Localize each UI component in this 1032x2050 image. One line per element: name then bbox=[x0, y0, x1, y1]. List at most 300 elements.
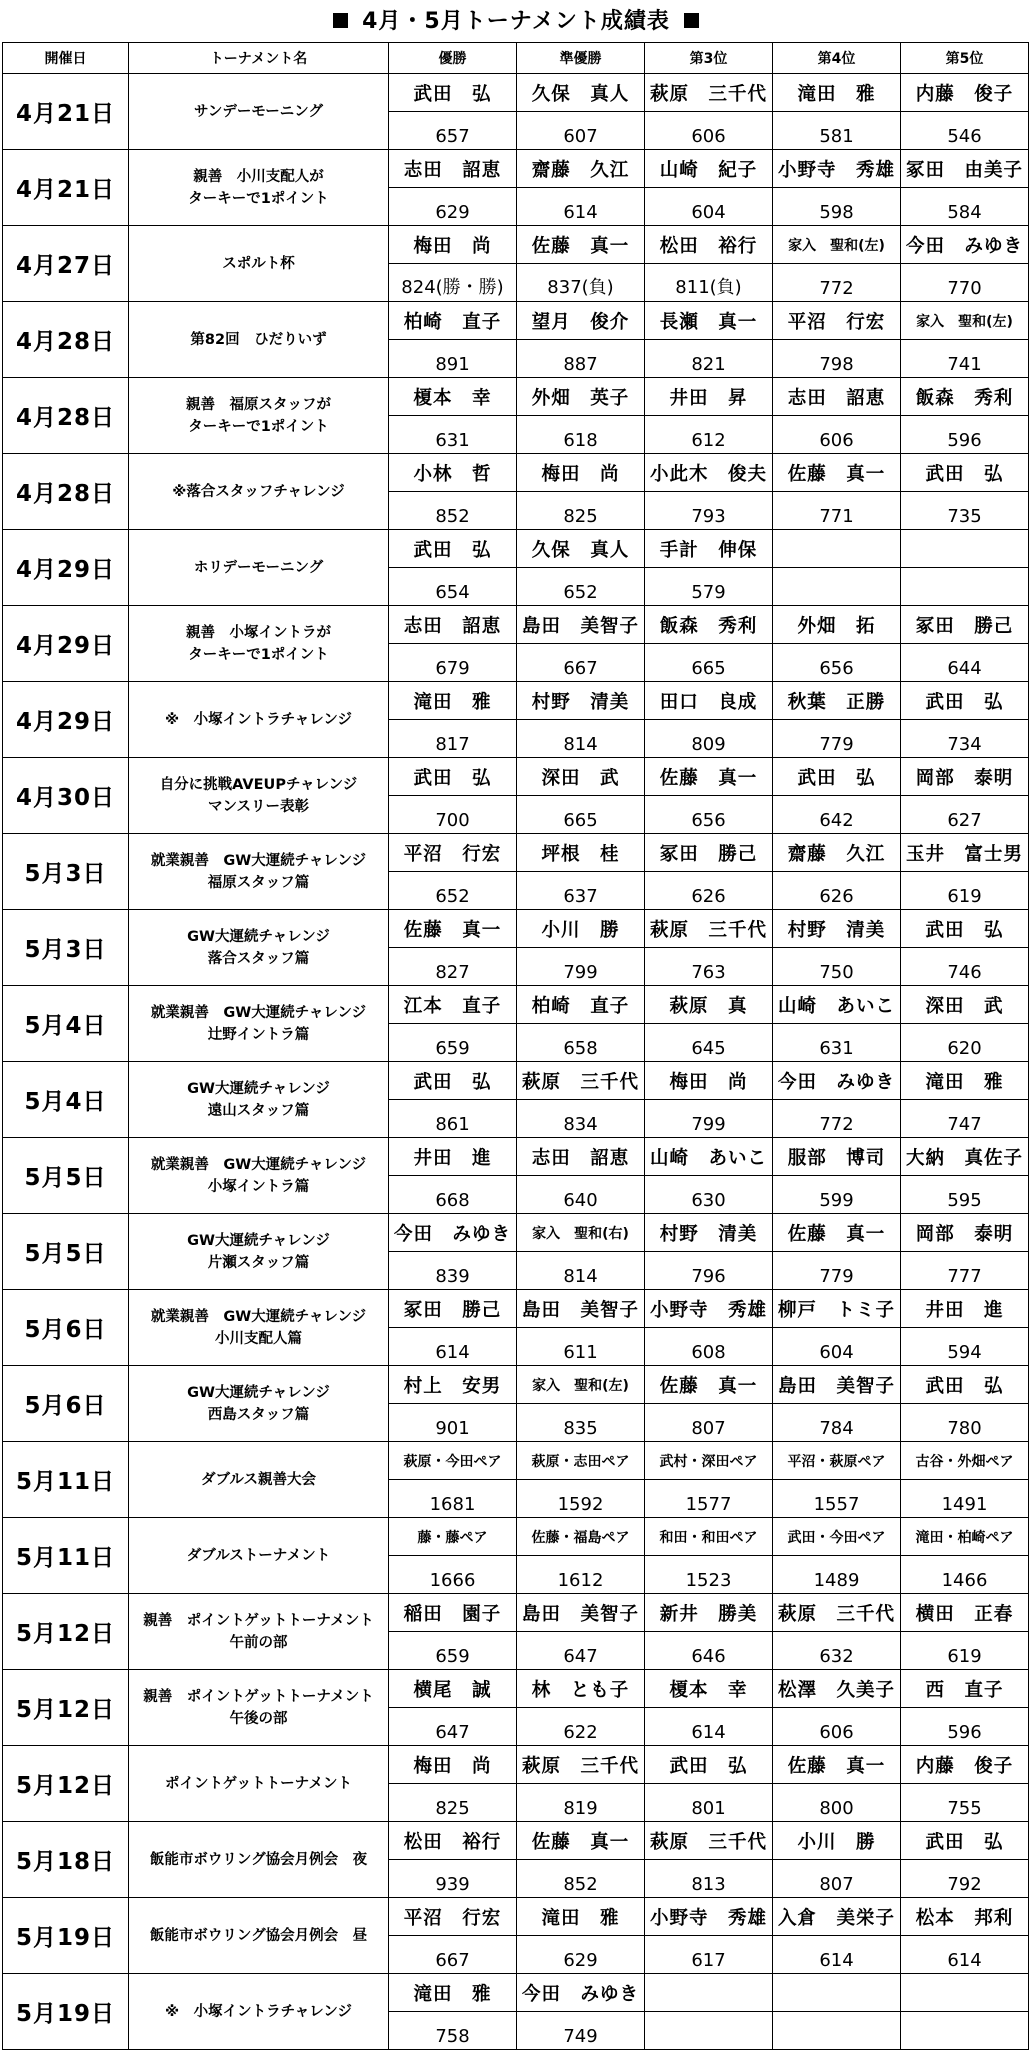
rank-4-player: 小野寺 秀雄 bbox=[773, 150, 901, 188]
rank-2-player: 梅田 尚 bbox=[517, 454, 645, 492]
tournament-name-line: ポイントゲットトーナメント bbox=[164, 1775, 353, 1792]
rank-3-score: 811(負) bbox=[645, 264, 773, 302]
rank-3-player: 萩原 三千代 bbox=[645, 1822, 773, 1860]
rank-5-player: 滝田・柏崎ペア bbox=[901, 1518, 1029, 1556]
rank-1-score: 758 bbox=[389, 2012, 517, 2050]
rank-1-score: 861 bbox=[389, 1100, 517, 1138]
rank-5-score: 755 bbox=[901, 1784, 1029, 1822]
rank-5-score: 734 bbox=[901, 720, 1029, 758]
rank-1-player: 志田 詔恵 bbox=[389, 150, 517, 188]
tournament-name-line: ターキーで1ポイント bbox=[188, 190, 329, 207]
rank-3-player: 小野寺 秀雄 bbox=[645, 1290, 773, 1328]
rank-2-player: 島田 美智子 bbox=[517, 606, 645, 644]
tournament-name bbox=[129, 1898, 389, 1974]
rank-1-score: 852 bbox=[389, 492, 517, 530]
rank-2-player: 萩原 三千代 bbox=[517, 1746, 645, 1784]
tournament-name-line: ターキーで1ポイント bbox=[188, 646, 329, 663]
tournament-name bbox=[129, 302, 389, 378]
rank-5-score: 792 bbox=[901, 1860, 1029, 1898]
rank-3-score: 809 bbox=[645, 720, 773, 758]
tournament-name-line: マンスリー表彰 bbox=[207, 798, 310, 815]
tournament-name-line: ターキーで1ポイント bbox=[188, 418, 329, 435]
rank-3-score: 617 bbox=[645, 1936, 773, 1974]
rank-5-player: 冢田 由美子 bbox=[901, 150, 1029, 188]
rank-5-score: 735 bbox=[901, 492, 1029, 530]
rank-4-player: 秋葉 正勝 bbox=[773, 682, 901, 720]
title-text: 4月・5月トーナメント成績表 bbox=[362, 9, 670, 34]
rank-5-score: 620 bbox=[901, 1024, 1029, 1062]
tournament-name-line: 午前の部 bbox=[229, 1634, 288, 1651]
rank-1-score: 654 bbox=[389, 568, 517, 606]
rank-2-player: 村野 清美 bbox=[517, 682, 645, 720]
rank-4-player: 平沼・萩原ペア bbox=[773, 1442, 901, 1480]
rank-4-player: 松澤 久美子 bbox=[773, 1670, 901, 1708]
rank-2-score: 799 bbox=[517, 948, 645, 986]
results-body bbox=[3, 74, 1029, 2050]
rank-2-score: 834 bbox=[517, 1100, 645, 1138]
rank-5-player: 井田 進 bbox=[901, 1290, 1029, 1328]
tournament-name bbox=[129, 1974, 389, 2050]
rank-2-score: 835 bbox=[517, 1404, 645, 1442]
rank-3-player: 田口 良成 bbox=[645, 682, 773, 720]
rank-4-player: 柳戸 トミ子 bbox=[773, 1290, 901, 1328]
rank-1-player: 横尾 誠 bbox=[389, 1670, 517, 1708]
rank-4-score: 626 bbox=[773, 872, 901, 910]
rank-1-player: 井田 進 bbox=[389, 1138, 517, 1176]
rank-1-score: 668 bbox=[389, 1176, 517, 1214]
rank-3-score: 796 bbox=[645, 1252, 773, 1290]
table-row bbox=[3, 530, 1029, 568]
rank-5-player: 武田 弘 bbox=[901, 1366, 1029, 1404]
header-row bbox=[3, 43, 1029, 74]
rank-3-player: 山崎 紀子 bbox=[645, 150, 773, 188]
tournament-name-line: 福原スタッフ篇 bbox=[207, 874, 310, 891]
rank-1-score: 700 bbox=[389, 796, 517, 834]
event-date: 4月28日 bbox=[3, 454, 129, 530]
rank-5-score: 1466 bbox=[901, 1556, 1029, 1594]
tournament-name bbox=[129, 758, 389, 834]
event-date: 5月11日 bbox=[3, 1442, 129, 1518]
table-row bbox=[3, 1214, 1029, 1252]
rank-4-player bbox=[773, 530, 901, 568]
tournament-name bbox=[129, 1442, 389, 1518]
rank-5-player: 内藤 俊子 bbox=[901, 74, 1029, 112]
rank-5-score: 594 bbox=[901, 1328, 1029, 1366]
table-row bbox=[3, 454, 1029, 492]
tournament-name bbox=[129, 1290, 389, 1366]
black-square-icon bbox=[684, 13, 699, 28]
rank-2-score: 814 bbox=[517, 720, 645, 758]
rank-2-score: 1612 bbox=[517, 1556, 645, 1594]
event-date: 4月29日 bbox=[3, 606, 129, 682]
event-date: 5月5日 bbox=[3, 1138, 129, 1214]
tournament-name-line: ダブルス親善大会 bbox=[201, 1471, 316, 1488]
rank-3-score: 630 bbox=[645, 1176, 773, 1214]
tournament-name-line: 就業親善 GW大運続チャレンジ bbox=[150, 852, 367, 869]
rank-1-score: 614 bbox=[389, 1328, 517, 1366]
rank-1-score: 667 bbox=[389, 1936, 517, 1974]
rank-5-score: 741 bbox=[901, 340, 1029, 378]
rank-4-score: 604 bbox=[773, 1328, 901, 1366]
rank-3-score: 801 bbox=[645, 1784, 773, 1822]
event-date: 4月21日 bbox=[3, 74, 129, 150]
rank-4-player: 佐藤 真一 bbox=[773, 1746, 901, 1784]
rank-3-score: 1523 bbox=[645, 1556, 773, 1594]
rank-2-score: 629 bbox=[517, 1936, 645, 1974]
tournament-name bbox=[129, 682, 389, 758]
tournament-name bbox=[129, 378, 389, 454]
rank-4-player: 外畑 拓 bbox=[773, 606, 901, 644]
rank-1-score: 659 bbox=[389, 1632, 517, 1670]
rank-5-player: 家入 聖和(左) bbox=[901, 302, 1029, 340]
rank-2-score: 618 bbox=[517, 416, 645, 454]
rank-1-score: 901 bbox=[389, 1404, 517, 1442]
rank-5-score: 596 bbox=[901, 416, 1029, 454]
rank-2-score: 647 bbox=[517, 1632, 645, 1670]
tournament-name-line: GW大運続チャレンジ bbox=[187, 928, 330, 945]
rank-4-score: 772 bbox=[773, 264, 901, 302]
rank-3-score: 665 bbox=[645, 644, 773, 682]
event-date: 4月29日 bbox=[3, 682, 129, 758]
rank-2-score: 819 bbox=[517, 1784, 645, 1822]
rank-4-score: 798 bbox=[773, 340, 901, 378]
rank-5-player: 西 直子 bbox=[901, 1670, 1029, 1708]
rank-4-score: 1557 bbox=[773, 1480, 901, 1518]
rank-1-player: 志田 詔恵 bbox=[389, 606, 517, 644]
tournament-name-line: 小川支配人篇 bbox=[215, 1330, 302, 1347]
rank-3-score: 612 bbox=[645, 416, 773, 454]
rank-1-score: 659 bbox=[389, 1024, 517, 1062]
header-first: 優勝 bbox=[389, 43, 517, 74]
rank-3-score: 604 bbox=[645, 188, 773, 226]
tournament-name-line: 親善 福原スタッフが bbox=[186, 396, 331, 413]
event-date: 5月3日 bbox=[3, 834, 129, 910]
rank-1-score: 679 bbox=[389, 644, 517, 682]
tournament-name bbox=[129, 150, 389, 226]
rank-2-score: 607 bbox=[517, 112, 645, 150]
rank-3-player: 新井 勝美 bbox=[645, 1594, 773, 1632]
rank-4-score: 807 bbox=[773, 1860, 901, 1898]
rank-4-player: 今田 みゆき bbox=[773, 1062, 901, 1100]
rank-5-player: 武田 弘 bbox=[901, 454, 1029, 492]
rank-4-player: 山崎 あいこ bbox=[773, 986, 901, 1024]
rank-4-score: 606 bbox=[773, 1708, 901, 1746]
rank-2-score: 837(負) bbox=[517, 264, 645, 302]
rank-4-player: 村野 清美 bbox=[773, 910, 901, 948]
rank-3-score: 821 bbox=[645, 340, 773, 378]
rank-3-score: 614 bbox=[645, 1708, 773, 1746]
rank-1-player: 武田 弘 bbox=[389, 1062, 517, 1100]
rank-5-score: 746 bbox=[901, 948, 1029, 986]
rank-1-player: 佐藤 真一 bbox=[389, 910, 517, 948]
rank-5-score: 777 bbox=[901, 1252, 1029, 1290]
event-date: 5月4日 bbox=[3, 1062, 129, 1138]
rank-2-player: 望月 俊介 bbox=[517, 302, 645, 340]
header-date: 開催日 bbox=[3, 43, 129, 74]
rank-5-score: 644 bbox=[901, 644, 1029, 682]
tournament-name-line: ※落合スタッフチャレンジ bbox=[172, 483, 345, 500]
table-row bbox=[3, 910, 1029, 948]
rank-5-player: 武田 弘 bbox=[901, 682, 1029, 720]
header-tournament: トーナメント名 bbox=[129, 43, 389, 74]
header-second: 準優勝 bbox=[517, 43, 645, 74]
rank-4-player: 滝田 雅 bbox=[773, 74, 901, 112]
event-date: 5月12日 bbox=[3, 1670, 129, 1746]
rank-1-player: 冢田 勝己 bbox=[389, 1290, 517, 1328]
rank-4-score: 632 bbox=[773, 1632, 901, 1670]
rank-2-score: 622 bbox=[517, 1708, 645, 1746]
rank-2-score: 887 bbox=[517, 340, 645, 378]
rank-1-player: 稲田 園子 bbox=[389, 1594, 517, 1632]
rank-5-player: 横田 正春 bbox=[901, 1594, 1029, 1632]
rank-4-player: 入倉 美栄子 bbox=[773, 1898, 901, 1936]
event-date: 4月30日 bbox=[3, 758, 129, 834]
rank-3-score: 646 bbox=[645, 1632, 773, 1670]
tournament-name-line: 親善 ポイントゲットトーナメント bbox=[143, 1612, 374, 1629]
rank-5-player: 松本 邦利 bbox=[901, 1898, 1029, 1936]
tournament-name-line: 親善 小川支配人が bbox=[193, 168, 324, 185]
rank-4-score: 581 bbox=[773, 112, 901, 150]
rank-3-score: 1577 bbox=[645, 1480, 773, 1518]
rank-3-player: 武田 弘 bbox=[645, 1746, 773, 1784]
rank-4-score: 771 bbox=[773, 492, 901, 530]
rank-1-score: 631 bbox=[389, 416, 517, 454]
rank-1-score: 825 bbox=[389, 1784, 517, 1822]
rank-3-player: 井田 昇 bbox=[645, 378, 773, 416]
rank-1-score: 652 bbox=[389, 872, 517, 910]
rank-3-score: 793 bbox=[645, 492, 773, 530]
table-row bbox=[3, 150, 1029, 188]
table-row bbox=[3, 302, 1029, 340]
table-row bbox=[3, 1898, 1029, 1936]
rank-4-player bbox=[773, 1974, 901, 2012]
tournament-name-line: 就業親善 GW大運続チャレンジ bbox=[150, 1308, 367, 1325]
rank-4-player: 武田・今田ペア bbox=[773, 1518, 901, 1556]
event-date: 4月29日 bbox=[3, 530, 129, 606]
rank-1-score: 657 bbox=[389, 112, 517, 150]
rank-3-player: 飯森 秀利 bbox=[645, 606, 773, 644]
rank-4-player: 佐藤 真一 bbox=[773, 454, 901, 492]
rank-2-player: 柏崎 直子 bbox=[517, 986, 645, 1024]
rank-1-player: 柏崎 直子 bbox=[389, 302, 517, 340]
rank-4-player: 服部 博司 bbox=[773, 1138, 901, 1176]
rank-5-player: 内藤 俊子 bbox=[901, 1746, 1029, 1784]
rank-3-score: 626 bbox=[645, 872, 773, 910]
rank-4-score: 750 bbox=[773, 948, 901, 986]
tournament-name bbox=[129, 1822, 389, 1898]
rank-5-player: 飯森 秀利 bbox=[901, 378, 1029, 416]
tournament-name-line: ※ 小塚イントラチャレンジ bbox=[165, 2003, 352, 2020]
rank-3-player: 長瀬 真一 bbox=[645, 302, 773, 340]
rank-1-player: 松田 裕行 bbox=[389, 1822, 517, 1860]
table-row bbox=[3, 1822, 1029, 1860]
event-date: 5月6日 bbox=[3, 1290, 129, 1366]
table-row bbox=[3, 1746, 1029, 1784]
rank-1-score: 891 bbox=[389, 340, 517, 378]
tournament-name bbox=[129, 454, 389, 530]
rank-4-player: 志田 詔恵 bbox=[773, 378, 901, 416]
table-row bbox=[3, 1594, 1029, 1632]
tournament-name bbox=[129, 1062, 389, 1138]
rank-4-score: 631 bbox=[773, 1024, 901, 1062]
rank-2-score: 825 bbox=[517, 492, 645, 530]
rank-2-score: 637 bbox=[517, 872, 645, 910]
rank-4-score: 599 bbox=[773, 1176, 901, 1214]
rank-4-score: 779 bbox=[773, 1252, 901, 1290]
rank-3-score: 608 bbox=[645, 1328, 773, 1366]
rank-2-player: 滝田 雅 bbox=[517, 1898, 645, 1936]
rank-2-score: 667 bbox=[517, 644, 645, 682]
header-fifth: 第5位 bbox=[901, 43, 1029, 74]
rank-4-player: 島田 美智子 bbox=[773, 1366, 901, 1404]
rank-5-score: 747 bbox=[901, 1100, 1029, 1138]
header-third: 第3位 bbox=[645, 43, 773, 74]
rank-4-player: 家入 聖和(左) bbox=[773, 226, 901, 264]
rank-5-score: 584 bbox=[901, 188, 1029, 226]
tournament-name bbox=[129, 1518, 389, 1594]
tournament-name-line: ホリデーモーニング bbox=[193, 559, 324, 576]
rank-1-player: 萩原・今田ペア bbox=[389, 1442, 517, 1480]
event-date: 5月4日 bbox=[3, 986, 129, 1062]
event-date: 4月27日 bbox=[3, 226, 129, 302]
rank-5-player: 冢田 勝己 bbox=[901, 606, 1029, 644]
event-date: 5月12日 bbox=[3, 1746, 129, 1822]
tournament-name-line: GW大運続チャレンジ bbox=[187, 1080, 330, 1097]
rank-5-score: 619 bbox=[901, 1632, 1029, 1670]
event-date: 4月21日 bbox=[3, 150, 129, 226]
rank-5-player: 大納 真佐子 bbox=[901, 1138, 1029, 1176]
rank-3-score: 807 bbox=[645, 1404, 773, 1442]
rank-1-player: 小林 哲 bbox=[389, 454, 517, 492]
rank-1-player: 武田 弘 bbox=[389, 758, 517, 796]
rank-3-player: 冢田 勝己 bbox=[645, 834, 773, 872]
rank-2-player: 佐藤 真一 bbox=[517, 1822, 645, 1860]
rank-3-player: 小野寺 秀雄 bbox=[645, 1898, 773, 1936]
event-date: 4月28日 bbox=[3, 302, 129, 378]
tournament-name bbox=[129, 834, 389, 910]
rank-5-player bbox=[901, 1974, 1029, 2012]
tournament-name bbox=[129, 1138, 389, 1214]
rank-5-player: 岡部 泰明 bbox=[901, 1214, 1029, 1252]
rank-5-player: 今田 みゆき bbox=[901, 226, 1029, 264]
event-date: 5月5日 bbox=[3, 1214, 129, 1290]
rank-4-score: 614 bbox=[773, 1936, 901, 1974]
rank-2-player: 林 とも子 bbox=[517, 1670, 645, 1708]
rank-3-player: 梅田 尚 bbox=[645, 1062, 773, 1100]
rank-1-score: 1681 bbox=[389, 1480, 517, 1518]
tournament-name-line: 飯能市ボウリング協会月例会 夜 bbox=[149, 1851, 368, 1868]
rank-1-player: 藤・藤ペア bbox=[389, 1518, 517, 1556]
tournament-name bbox=[129, 226, 389, 302]
rank-5-score: 596 bbox=[901, 1708, 1029, 1746]
tournament-name bbox=[129, 1366, 389, 1442]
rank-4-player: 武田 弘 bbox=[773, 758, 901, 796]
rank-4-score: 598 bbox=[773, 188, 901, 226]
rank-1-score: 1666 bbox=[389, 1556, 517, 1594]
rank-1-player: 今田 みゆき bbox=[389, 1214, 517, 1252]
tournament-name bbox=[129, 1214, 389, 1290]
tournament-name-line: 就業親善 GW大運続チャレンジ bbox=[150, 1156, 367, 1173]
rank-1-score: 939 bbox=[389, 1860, 517, 1898]
rank-1-score: 647 bbox=[389, 1708, 517, 1746]
rank-2-player: 今田 みゆき bbox=[517, 1974, 645, 2012]
rank-4-score: 606 bbox=[773, 416, 901, 454]
rank-2-score: 665 bbox=[517, 796, 645, 834]
tournament-name-line: GW大運続チャレンジ bbox=[187, 1232, 330, 1249]
event-date: 5月3日 bbox=[3, 910, 129, 986]
rank-1-score: 824(勝・勝) bbox=[389, 264, 517, 302]
rank-3-player: 佐藤 真一 bbox=[645, 1366, 773, 1404]
rank-2-player: 坪根 桂 bbox=[517, 834, 645, 872]
rank-1-player: 武田 弘 bbox=[389, 530, 517, 568]
rank-2-player: 佐藤 真一 bbox=[517, 226, 645, 264]
rank-3-player: 榎本 幸 bbox=[645, 1670, 773, 1708]
rank-2-score: 640 bbox=[517, 1176, 645, 1214]
rank-2-score: 611 bbox=[517, 1328, 645, 1366]
table-row bbox=[3, 226, 1029, 264]
rank-2-player: 家入 聖和(左) bbox=[517, 1366, 645, 1404]
tournament-name-line: ダブルストーナメント bbox=[186, 1547, 331, 1564]
table-row bbox=[3, 986, 1029, 1024]
rank-1-player: 滝田 雅 bbox=[389, 682, 517, 720]
table-row bbox=[3, 1670, 1029, 1708]
tournament-name-line: 自分に挑戦AVEUPチャレンジ bbox=[159, 776, 358, 793]
tournament-name-line: サンデーモーニング bbox=[194, 103, 323, 120]
event-date: 5月19日 bbox=[3, 1974, 129, 2050]
rank-5-score bbox=[901, 568, 1029, 606]
rank-3-player: 武村・深田ペア bbox=[645, 1442, 773, 1480]
rank-4-score bbox=[773, 568, 901, 606]
table-row bbox=[3, 378, 1029, 416]
tournament-name bbox=[129, 530, 389, 606]
rank-1-player: 梅田 尚 bbox=[389, 1746, 517, 1784]
black-square-icon bbox=[333, 13, 348, 28]
table-row bbox=[3, 1518, 1029, 1556]
rank-3-score: 606 bbox=[645, 112, 773, 150]
header-fourth: 第4位 bbox=[773, 43, 901, 74]
rank-2-player: 萩原・志田ペア bbox=[517, 1442, 645, 1480]
tournament-name bbox=[129, 1594, 389, 1670]
rank-1-player: 村上 安男 bbox=[389, 1366, 517, 1404]
event-date: 5月18日 bbox=[3, 1822, 129, 1898]
rank-4-score bbox=[773, 2012, 901, 2050]
table-row bbox=[3, 1366, 1029, 1404]
rank-5-score: 780 bbox=[901, 1404, 1029, 1442]
rank-1-score: 629 bbox=[389, 188, 517, 226]
rank-5-score: 770 bbox=[901, 264, 1029, 302]
tournament-name-line: 辻野イントラ篇 bbox=[207, 1026, 310, 1043]
tournament-name-line: スポルト杯 bbox=[222, 255, 295, 272]
rank-2-player: 久保 真人 bbox=[517, 74, 645, 112]
rank-3-score: 645 bbox=[645, 1024, 773, 1062]
rank-4-player: 齋藤 久江 bbox=[773, 834, 901, 872]
rank-2-score: 652 bbox=[517, 568, 645, 606]
rank-3-player: 山崎 あいこ bbox=[645, 1138, 773, 1176]
tournament-name-line: 親善 ポイントゲットトーナメント bbox=[143, 1688, 374, 1705]
tournament-name-line: 西島スタッフ篇 bbox=[207, 1406, 310, 1423]
rank-5-score: 627 bbox=[901, 796, 1029, 834]
rank-1-score: 839 bbox=[389, 1252, 517, 1290]
rank-2-score: 1592 bbox=[517, 1480, 645, 1518]
tournament-name-line: 午後の部 bbox=[229, 1710, 288, 1727]
rank-4-player: 平沼 行宏 bbox=[773, 302, 901, 340]
rank-5-player: 深田 武 bbox=[901, 986, 1029, 1024]
rank-2-player: 萩原 三千代 bbox=[517, 1062, 645, 1100]
rank-1-player: 平沼 行宏 bbox=[389, 1898, 517, 1936]
rank-3-player: 村野 清美 bbox=[645, 1214, 773, 1252]
rank-1-score: 817 bbox=[389, 720, 517, 758]
table-row bbox=[3, 1290, 1029, 1328]
